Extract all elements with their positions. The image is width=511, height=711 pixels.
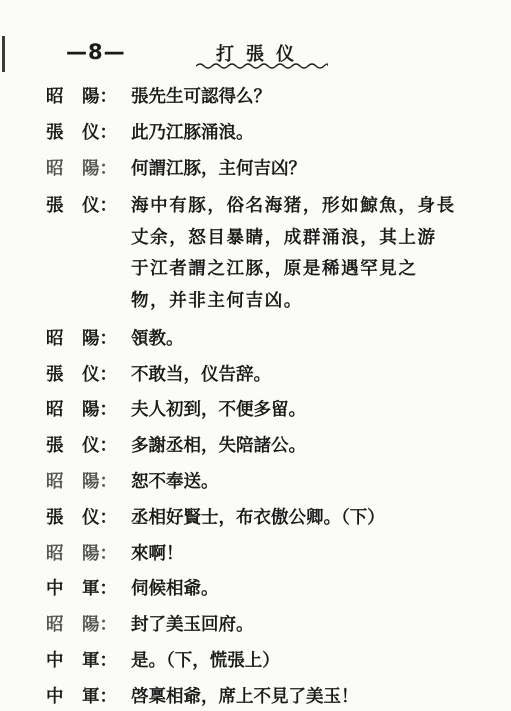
dialogue-text-line: 物，并非主何吉凶。 — [131, 290, 303, 311]
dialogue-text-line: 海中有豚，俗名海猪，形如鯨魚，身長 — [131, 196, 456, 217]
dialogue-text: 恕不奉送。 — [131, 472, 219, 493]
page-header — [0, 34, 511, 74]
dialogue-text: 啓稟相爺，席上不見了美玉！ — [131, 686, 359, 707]
title-underline-wave — [196, 62, 328, 70]
dialogue-line — [0, 326, 511, 353]
speaker-label: 張 仪： — [46, 122, 117, 143]
speaker-label: 昭 陽： — [46, 87, 117, 107]
dialogue-text: 何謂江豚，主何吉凶？ — [131, 158, 306, 179]
dialogue-text: 來啊！ — [131, 543, 184, 564]
speaker-label: 中 軍： — [46, 579, 117, 600]
dialogue-line — [0, 541, 511, 568]
dialogue-line — [0, 191, 511, 317]
dialogue-text: 封了美玉回府。 — [131, 615, 254, 636]
speaker-label: 張 仪： — [46, 436, 117, 457]
speaker-label: 中 軍： — [46, 651, 117, 672]
dialogue-text: 伺候相爺。 — [131, 579, 219, 600]
dialogue-line — [0, 684, 511, 711]
dialogue-line — [0, 120, 511, 147]
dialogue-line — [0, 84, 511, 111]
speaker-label: 昭 陽： — [46, 400, 117, 421]
dialogue-line — [0, 362, 511, 389]
speaker-label: 張 仪： — [46, 507, 117, 528]
dialogue-line — [0, 156, 511, 183]
dialogue-line — [0, 397, 511, 424]
dialogue-line — [0, 505, 511, 532]
dialogue-text: 丞相好賢士，布衣傲公卿。（下） — [131, 507, 385, 528]
dialogue-text: 此乃江豚涌浪。 — [131, 122, 254, 143]
dialogue-line — [0, 612, 511, 639]
speaker-label: 昭 陽： — [46, 615, 117, 636]
dialogue-text: 張先生可認得么？ — [131, 87, 271, 107]
dialogue-text: 領教。 — [131, 328, 184, 349]
speaker-label: 中 軍： — [46, 686, 117, 707]
script-body — [0, 84, 511, 711]
speaker-label: 昭 陽： — [46, 472, 117, 493]
dialogue-line — [0, 469, 511, 496]
dialogue-text: 是。（下，慌張上） — [131, 651, 280, 672]
dialogue-text-line: 丈余，怒目暴睛，成群涌浪，其上游 — [131, 227, 437, 248]
speaker-label: 張 仪： — [46, 364, 117, 385]
dialogue-text — [131, 191, 473, 317]
dialogue-text-line: 于江者謂之江豚，原是稀遇罕見之 — [131, 259, 418, 280]
running-title: 打張仪 — [216, 44, 306, 65]
speaker-label: 昭 陽： — [46, 158, 117, 179]
dialogue-text: 多謝丞相，失陪諸公。 — [131, 436, 306, 457]
speaker-label: 昭 陽： — [46, 328, 117, 349]
dialogue-text: 夫人初到，不便多留。 — [131, 400, 306, 421]
dialogue-line — [0, 648, 511, 675]
speaker-label: 張 仪： — [46, 196, 117, 217]
dialogue-line — [0, 433, 511, 460]
page-number: —8— — [66, 40, 126, 64]
dialogue-line — [0, 576, 511, 603]
speaker-label: 昭 陽： — [46, 543, 117, 564]
dialogue-text: 不敢当，仪告辞。 — [131, 364, 271, 385]
